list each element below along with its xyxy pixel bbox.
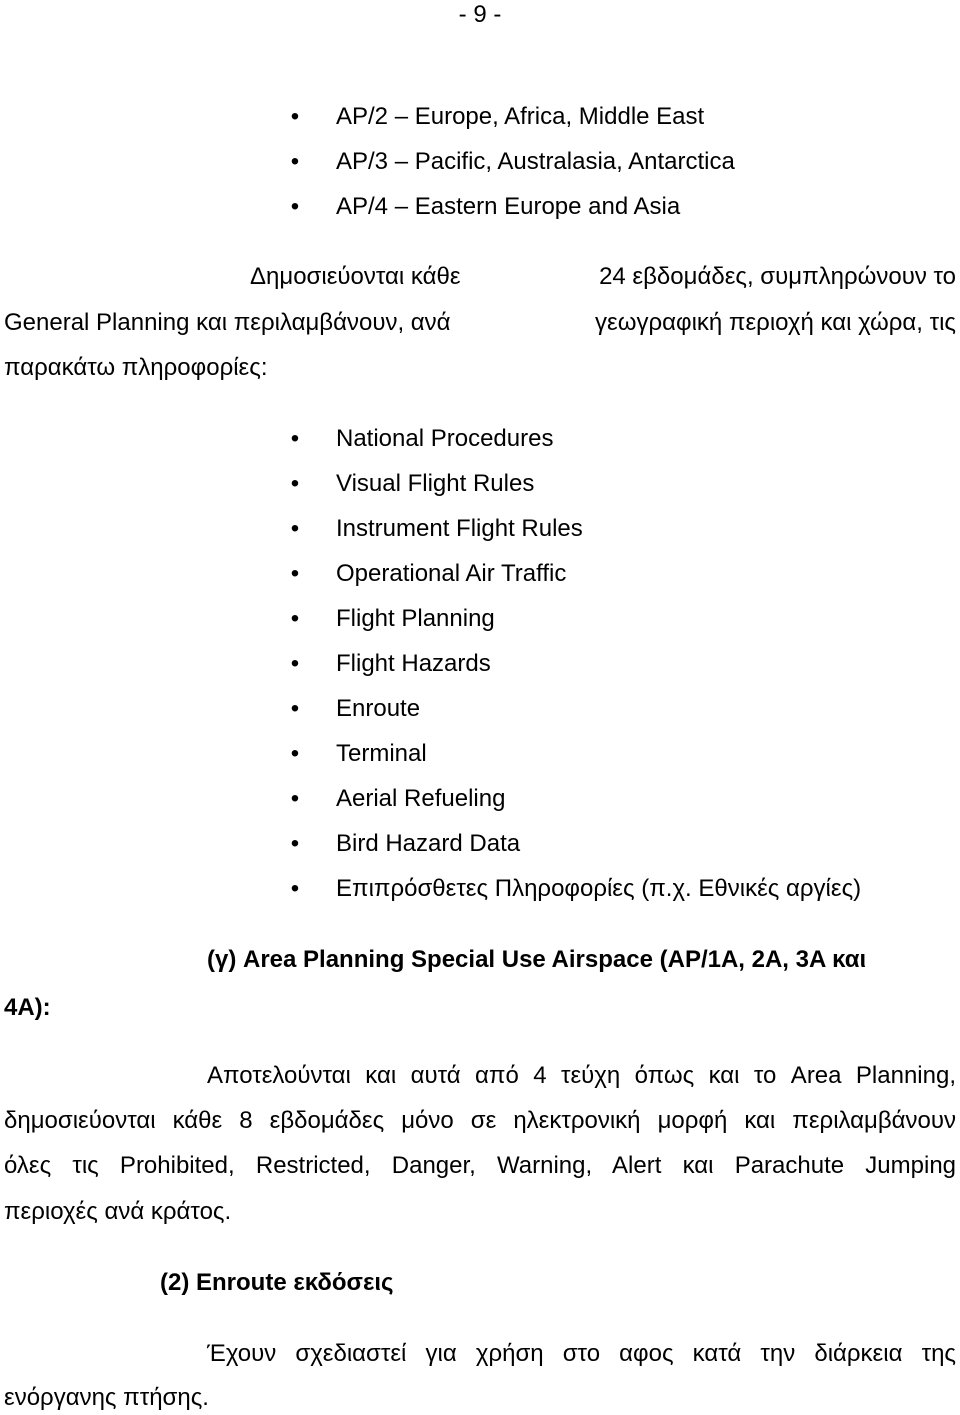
section-2-heading: (2) Enroute εκδόσεις xyxy=(160,1269,394,1296)
bullet-icon: • xyxy=(290,470,300,497)
bullet-icon: • xyxy=(290,695,300,722)
paragraph-g-line4: περιοχές ανά κράτος. xyxy=(4,1198,232,1225)
bullet-icon: • xyxy=(290,650,300,677)
section-g-heading-line1: (γ) Area Planning Special Use Airspace (AP/1A, 2A, 3A και xyxy=(207,946,867,973)
paragraph-2-line1: Έχουν σχεδιαστεί για χρήση στο αφος κατά την διάρκεια της xyxy=(207,1340,956,1367)
paragraph-2-line2: ενόργανης πτήσης. xyxy=(4,1384,209,1411)
bullet-icon: • xyxy=(290,425,300,452)
intro-line2-b: γεωγραφική περιοχή και χώρα, τις xyxy=(595,309,956,336)
bullet-icon: • xyxy=(290,605,300,632)
bullet-icon: • xyxy=(290,148,300,175)
bullet-icon: • xyxy=(290,785,300,812)
paragraph-g-line1: Αποτελούνται και αυτά από 4 τεύχη όπως και το Area Planning, xyxy=(207,1062,956,1089)
paragraph-g-line2: δημοσιεύονται κάθε 8 εβδομάδες μόνο σε ηλεκτρονική μορφή και περιλαμβάνουν xyxy=(4,1107,957,1134)
bullet-icon: • xyxy=(290,875,300,902)
bullet-icon: • xyxy=(290,560,300,587)
intro-line1-b: 24 εβδομάδες, συμπληρώνουν το xyxy=(599,263,956,290)
bullet-icon: • xyxy=(290,515,300,542)
intro-line1-a: Δημοσιεύονται κάθε xyxy=(250,263,461,290)
page-number: - 9 - xyxy=(458,1,502,28)
bullet-icon: • xyxy=(290,740,300,767)
bullet-icon: • xyxy=(290,193,300,220)
intro-line2-a: General Planning και περιλαμβάνουν, ανά xyxy=(4,309,451,336)
intro-line3: παρακάτω πληροφορίες: xyxy=(4,354,268,381)
paragraph-g-line3: όλες τις Prohibited, Restricted, Danger, Warning, Alert και Parachute Jumping xyxy=(4,1152,957,1179)
section-g-heading-line2: 4A): xyxy=(4,994,51,1021)
bullet-icon: • xyxy=(290,103,300,130)
bullet-icon: • xyxy=(290,830,300,857)
